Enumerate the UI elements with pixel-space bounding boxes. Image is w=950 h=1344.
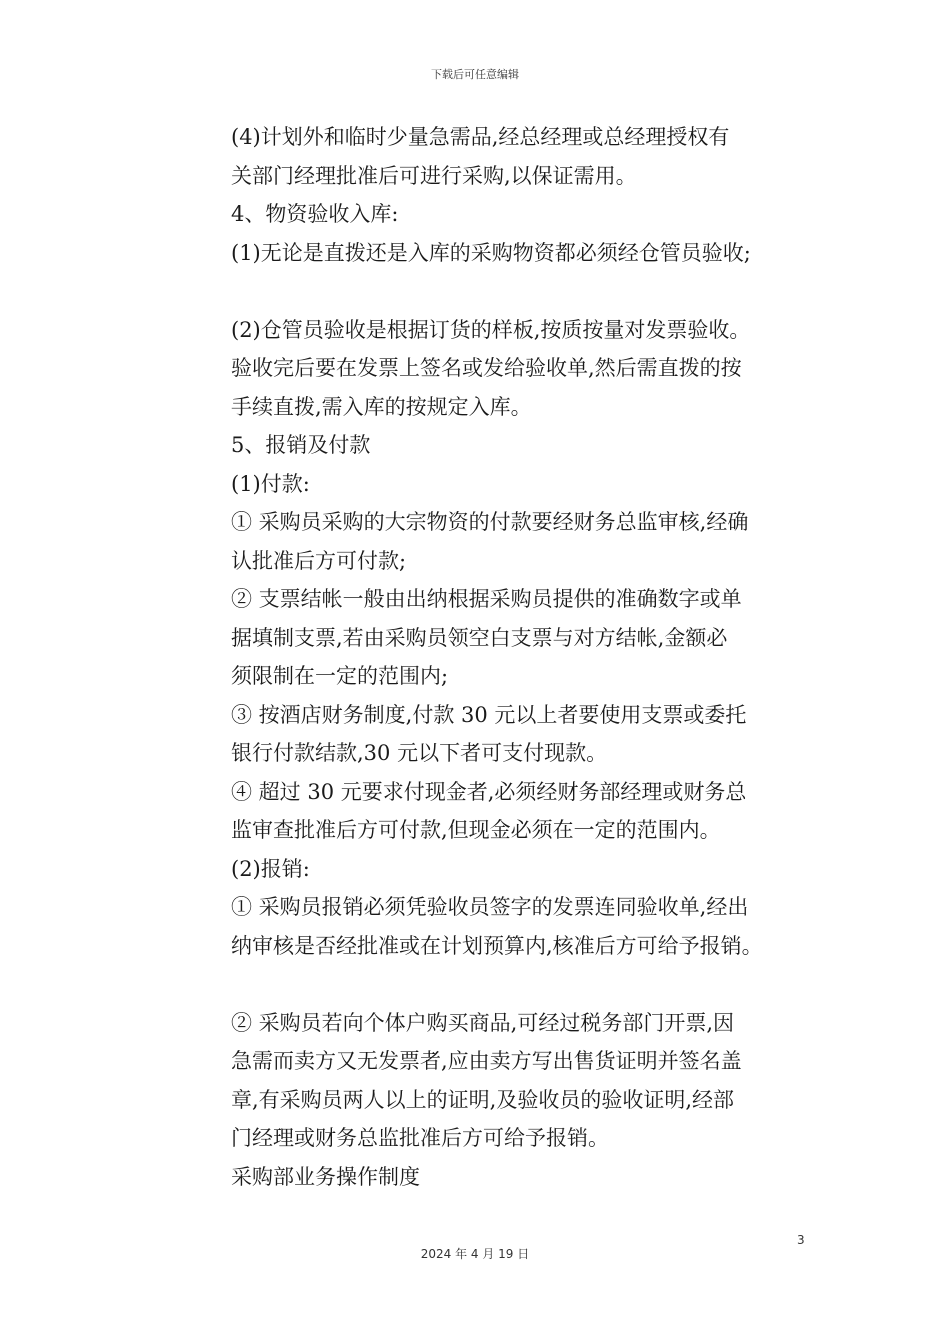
section-heading: 采购部业务操作制度 — [231, 1164, 420, 1189]
text-line: 据填制支票,若由采购员领空白支票与对方结帐,金额必 — [231, 625, 728, 650]
text-line: 章,有采购员两人以上的证明,及验收员的验收证明,经部 — [231, 1087, 735, 1112]
text-line: ② 支票结帐一般由出纳根据采购员提供的准确数字或单 — [231, 587, 742, 611]
text-line: 须限制在一定的范围内; — [231, 664, 449, 688]
text-line: ④ 超过 30 元要求付现金者,必须经财务部经理或财务总 — [231, 779, 747, 804]
section-heading: 5、报销及付款 — [231, 433, 371, 457]
footer-date: 2024 年 4 月 19 日 — [420, 1247, 530, 1261]
text-line: 急需而卖方又无发票者,应由卖方写出售货证明并签名盖 — [231, 1049, 742, 1073]
blank-line — [231, 272, 821, 311]
text-line: ③ 按酒店财务制度,付款 30 元以上者要使用支票或委托 — [231, 702, 747, 727]
text-line: 手续直拨,需入库的按规定入库。 — [231, 394, 532, 419]
text-line: 认批准后方可付款; — [231, 548, 407, 573]
text-line: ① 采购员采购的大宗物资的付款要经财务总监审核,经确 — [231, 510, 749, 534]
text-line: 纳审核是否经批准或在计划预算内,核准后方可给予报销。 — [231, 933, 763, 958]
document-body — [231, 118, 821, 1196]
blank-line — [231, 965, 821, 1004]
section-heading: 4、物资验收入库: — [231, 202, 399, 226]
text-line: 监审查批准后方可付款,但现金必须在一定的范围内。 — [231, 818, 721, 842]
text-line: (1)无论是直拨还是入库的采购物资都必须经仓管员验收; — [231, 240, 751, 265]
text-line: (2)仓管员验收是根据订货的样板,按质按量对发票验收。 — [231, 317, 751, 342]
text-line: 关部门经理批准后可进行采购,以保证需用。 — [231, 163, 637, 188]
page-number: 3 — [797, 1233, 805, 1247]
text-line: ① 采购员报销必须凭验收员签字的发票连同验收单,经出 — [231, 895, 749, 919]
subsection-heading: (2)报销: — [231, 856, 310, 881]
subsection-heading: (1)付款: — [231, 471, 310, 496]
page-header: 下载后可任意编辑 — [431, 68, 519, 81]
text-line: 银行付款结款,30 元以下者可支付现款。 — [231, 741, 608, 765]
text-line: 验收完后要在发票上签名或发给验收单,然后需直拨的按 — [231, 356, 742, 380]
text-line: 门经理或财务总监批准后方可给予报销。 — [231, 1126, 609, 1150]
text-line: ② 采购员若向个体户购买商品,可经过税务部门开票,因 — [231, 1010, 735, 1035]
text-line: (4)计划外和临时少量急需品,经总经理或总经理授权有 — [231, 125, 730, 149]
